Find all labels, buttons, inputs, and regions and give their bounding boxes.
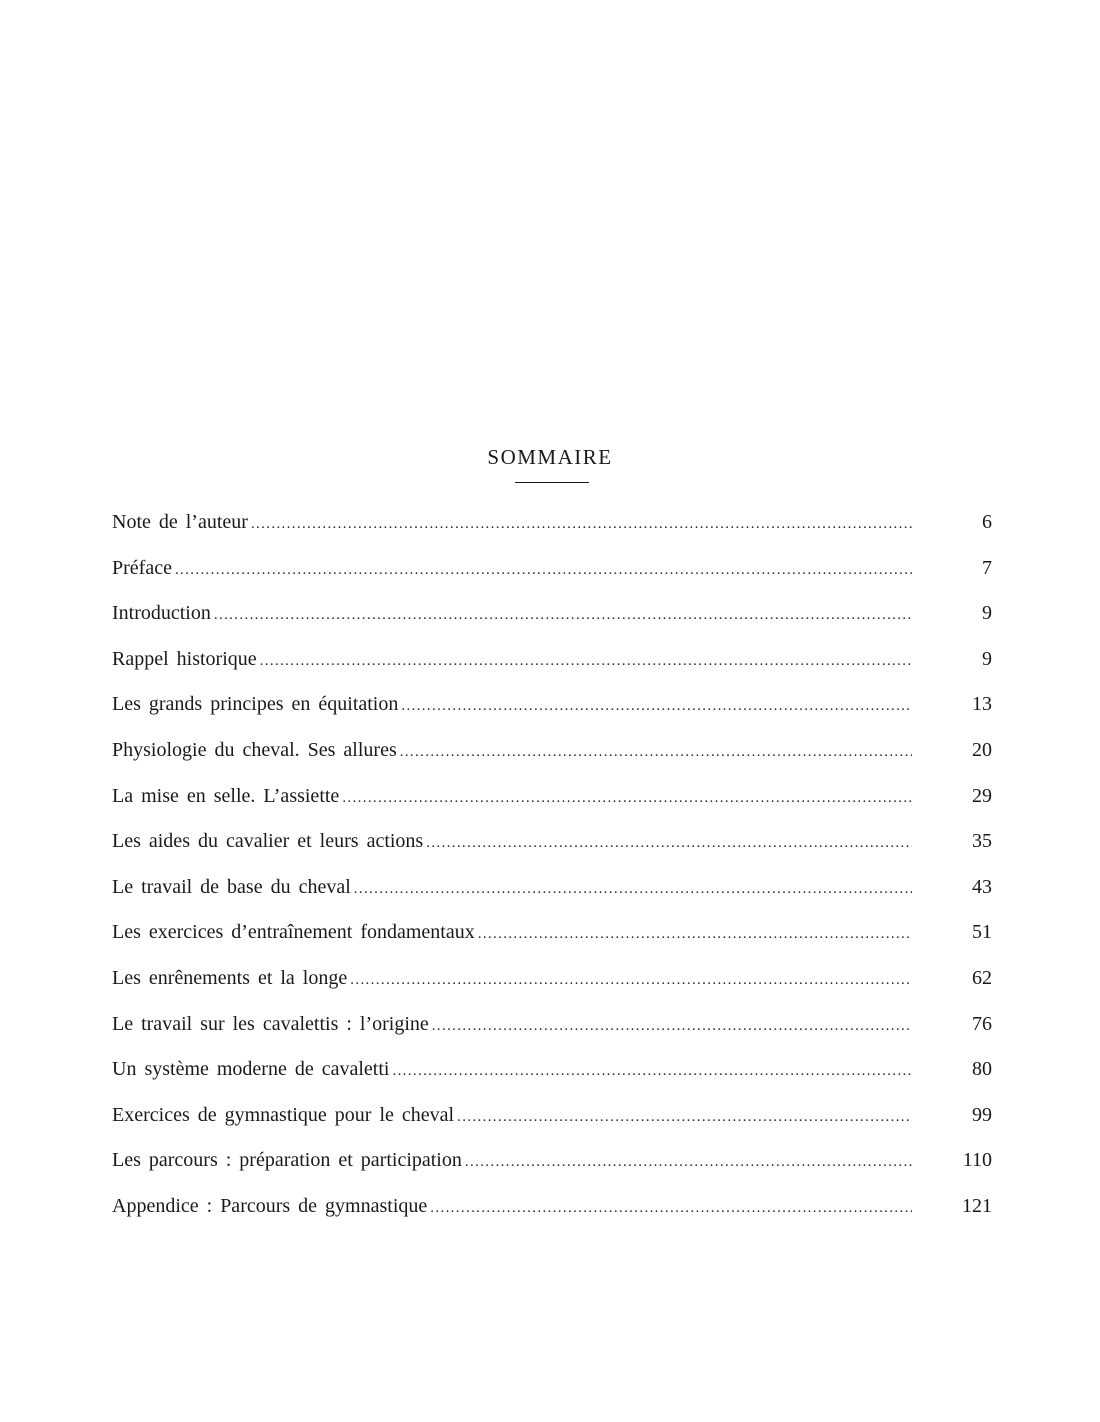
toc-page-number: 13 bbox=[972, 693, 992, 716]
toc-entry bbox=[112, 550, 992, 596]
toc-entry bbox=[112, 823, 992, 869]
toc-entry bbox=[112, 641, 992, 687]
toc-entry-title: Note de l’auteur bbox=[112, 511, 248, 533]
toc-dot-leader bbox=[432, 1008, 912, 1044]
toc-entry-title: Introduction bbox=[112, 602, 211, 625]
page-title: SOMMAIRE bbox=[487, 445, 613, 469]
toc-page-number: 9 bbox=[982, 647, 992, 670]
toc-dot-leader bbox=[214, 597, 912, 633]
toc-page-number: 29 bbox=[972, 784, 992, 807]
toc-entry-title: La mise en selle. L’assiette bbox=[112, 784, 340, 807]
toc-page-number: 80 bbox=[972, 1058, 992, 1081]
toc-entry-title: Les enrênements et la longe bbox=[112, 966, 348, 989]
toc-entry-title: Préface bbox=[112, 556, 172, 579]
toc-entry-title: Rappel historique bbox=[112, 647, 257, 670]
toc-page-number: 20 bbox=[972, 738, 992, 761]
toc-page-number: 62 bbox=[972, 966, 992, 989]
toc-dot-leader bbox=[457, 1099, 912, 1135]
toc-dot-leader bbox=[392, 1053, 912, 1089]
toc-entry-title: Le travail sur les cavalettis : l’origine bbox=[112, 1012, 429, 1035]
toc-dot-leader bbox=[478, 916, 912, 952]
toc-entry-title: Physiologie du cheval. Ses allures bbox=[112, 738, 397, 761]
toc-page-number: 7 bbox=[982, 556, 992, 579]
toc-page-number: 99 bbox=[972, 1103, 992, 1126]
toc-dot-leader bbox=[350, 962, 912, 998]
toc-entry bbox=[112, 504, 992, 550]
toc-page-number: 9 bbox=[982, 602, 992, 625]
toc-page-number: 76 bbox=[972, 1012, 992, 1035]
toc-entry-title: Les aides du cavalier et leurs actions bbox=[112, 830, 424, 853]
toc-dot-leader bbox=[342, 780, 912, 816]
table-of-contents bbox=[112, 504, 992, 1234]
toc-entry bbox=[112, 778, 992, 824]
toc-dot-leader bbox=[430, 1190, 912, 1226]
title-underline bbox=[515, 482, 589, 483]
toc-entry-title: Appendice : Parcours de gymnastique bbox=[112, 1194, 428, 1217]
toc-entry-title: Les exercices d’entraînement fondamentaux bbox=[112, 921, 475, 944]
toc-entry bbox=[112, 869, 992, 915]
toc-entry bbox=[112, 1188, 992, 1234]
toc-entry bbox=[112, 686, 992, 732]
toc-page-number: 6 bbox=[982, 511, 992, 533]
toc-page-number: 121 bbox=[962, 1194, 992, 1217]
toc-entry bbox=[112, 960, 992, 1006]
toc-dot-leader bbox=[465, 1144, 912, 1180]
toc-entry bbox=[112, 732, 992, 778]
toc-entry bbox=[112, 1006, 992, 1052]
toc-page-number: 110 bbox=[962, 1149, 992, 1172]
toc-entry bbox=[112, 1097, 992, 1143]
toc-entry bbox=[112, 1051, 992, 1097]
toc-dot-leader bbox=[175, 552, 912, 588]
toc-dot-leader bbox=[260, 643, 912, 679]
toc-dot-leader bbox=[400, 734, 912, 770]
toc-entry bbox=[112, 914, 992, 960]
toc-entry-title: Les grands principes en équitation bbox=[112, 693, 399, 716]
toc-entry bbox=[112, 1142, 992, 1188]
toc-entry bbox=[112, 595, 992, 641]
toc-dot-leader bbox=[426, 825, 912, 861]
toc-entry-title: Les parcours : préparation et participation bbox=[112, 1149, 462, 1172]
toc-entry-title: Un système moderne de cavaletti bbox=[112, 1058, 390, 1081]
toc-page-number: 51 bbox=[972, 921, 992, 944]
toc-dot-leader bbox=[354, 871, 912, 907]
toc-page-number: 35 bbox=[972, 830, 992, 853]
toc-entry-title: Le travail de base du cheval bbox=[112, 875, 351, 898]
toc-page-number: 43 bbox=[972, 875, 992, 898]
toc-dot-leader bbox=[401, 688, 912, 724]
toc-entry-title: Exercices de gymnastique pour le cheval bbox=[112, 1103, 455, 1126]
toc-dot-leader bbox=[251, 506, 912, 542]
